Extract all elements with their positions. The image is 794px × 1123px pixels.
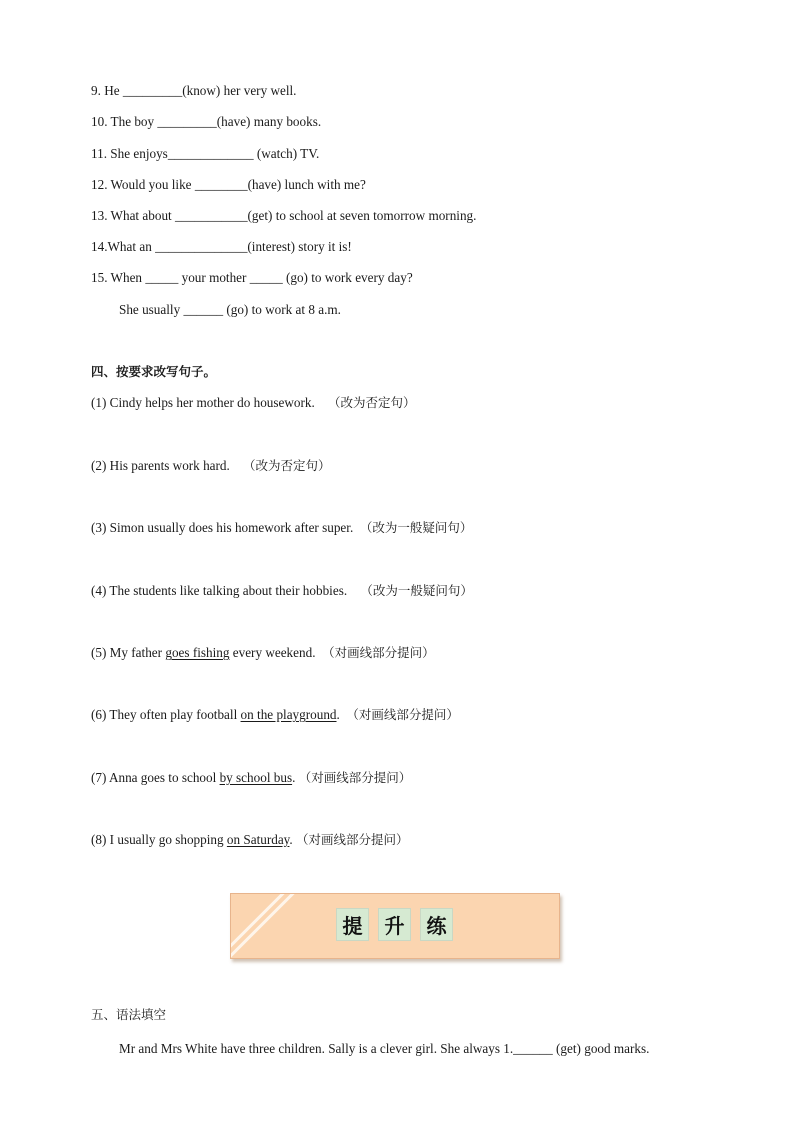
exercise-9: 9. He _________(know) her very well. (91, 83, 297, 98)
section-5-title: 五、语法填空 (91, 1007, 167, 1022)
rewrite-item-3: (3) Simon usually does his homework after super. （改为一般疑问句） (91, 520, 473, 535)
exercise-15-answer-line: She usually ______ (go) to work at 8 a.m. (119, 302, 341, 317)
exercise-10: 10. The boy _________(have) many books. (91, 114, 322, 129)
section-5-passage: Mr and Mrs White have three children. Sally is a clever girl. She always 1.______ (get) good marks. (119, 1041, 650, 1056)
section-4-title: 四、按要求改写句子。 (91, 364, 217, 379)
exercise-12: 12. Would you like ________(have) lunch with me? (91, 177, 366, 192)
rewrite-item-6: (6) They often play football on the playground. （对画线部分提问） (91, 707, 459, 722)
rewrite-item-1: (1) Cindy helps her mother do housework. （改为否定句） (91, 395, 416, 410)
exercise-15: 15. When _____ your mother _____ (go) to work every day? (91, 270, 413, 285)
exercise-13: 13. What about ___________(get) to school at seven tomorrow morning. (91, 208, 477, 223)
banner-title (336, 908, 453, 941)
banner-char: 练 (420, 908, 453, 941)
banner-char: 提 (336, 908, 369, 941)
banner-stripe (230, 893, 306, 957)
rewrite-item-2: (2) His parents work hard. （改为否定句） (91, 458, 331, 473)
exercise-11: 11. She enjoys_____________ (watch) TV. (91, 146, 320, 161)
rewrite-item-8: (8) I usually go shopping on Saturday. （对画线部分提问） (91, 832, 409, 847)
banner-char: 升 (378, 908, 411, 941)
exercise-14: 14.What an ______________(interest) story it is! (91, 239, 352, 254)
rewrite-item-5: (5) My father goes fishing every weekend. （对画线部分提问） (91, 645, 435, 660)
practice-banner (230, 893, 560, 959)
rewrite-item-4: (4) The students like talking about their hobbies. （改为一般疑问句） (91, 583, 473, 598)
rewrite-item-7: (7) Anna goes to school by school bus. （对画线部分提问） (91, 770, 412, 785)
